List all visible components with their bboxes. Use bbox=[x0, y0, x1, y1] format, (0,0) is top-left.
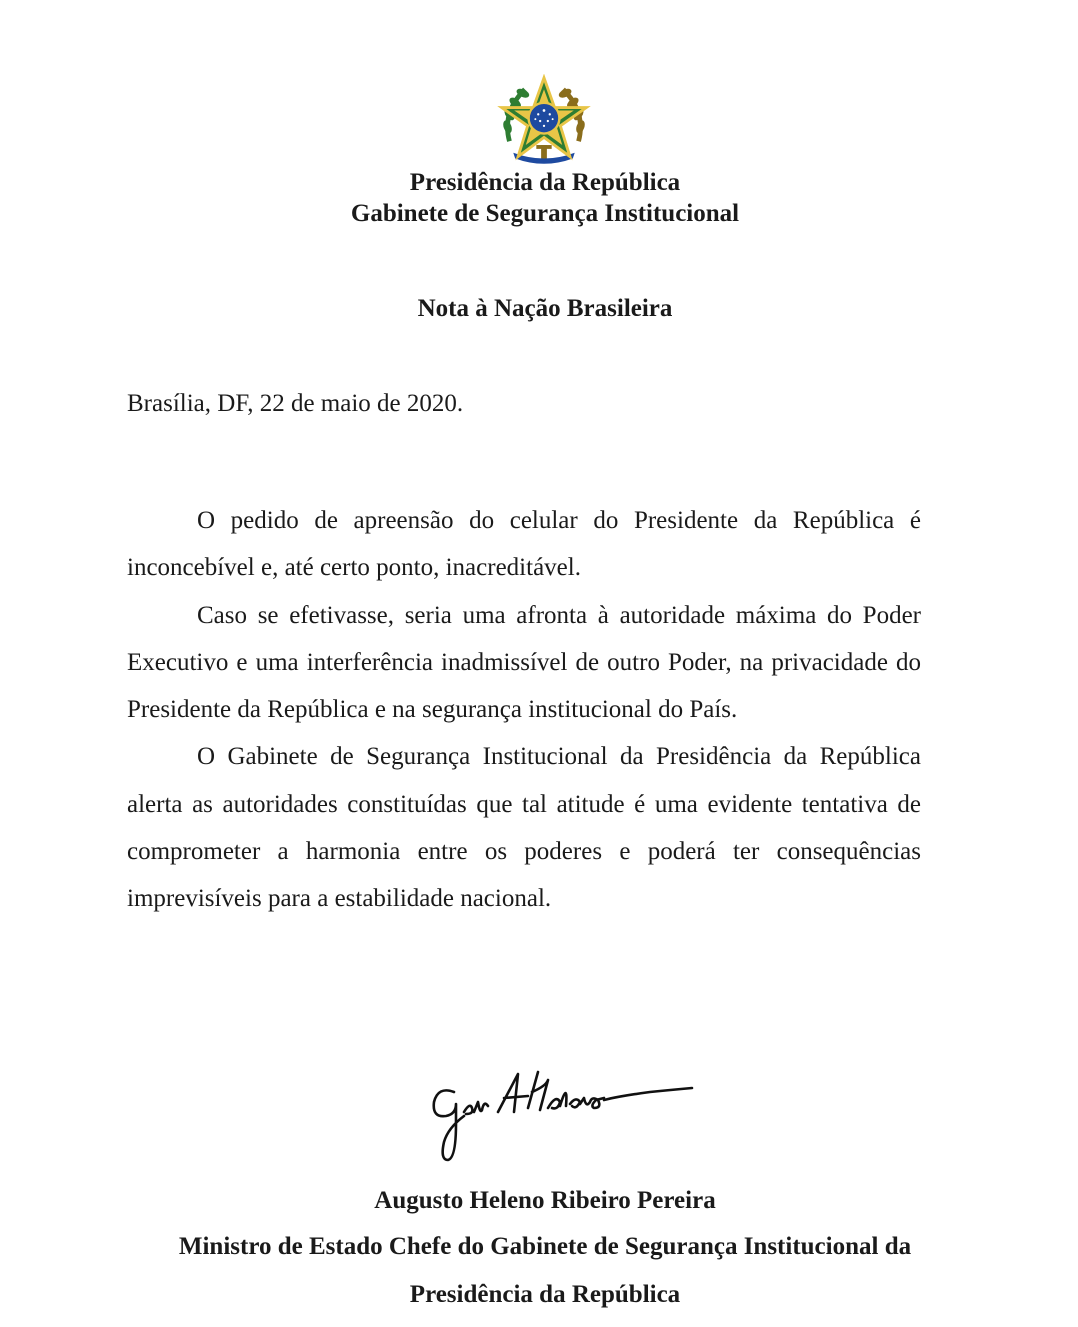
handwritten-signature bbox=[420, 1062, 700, 1172]
paragraph: O pedido de apreensão do celular do Presidente da República é inconcebível e, até certo ponto, inacreditável. bbox=[127, 507, 921, 582]
signer-title: Ministro de Estado Chefe do Gabinete de Segurança Institucional da bbox=[178, 1233, 912, 1260]
header-department: Gabinete de Segurança Institucional bbox=[350, 200, 740, 227]
note-title: Nota à Nação Brasileira bbox=[417, 295, 673, 322]
paragraph: O Gabinete de Segurança Institucional da Presidência da República alerta as autoridades constituídas que tal atitude é uma evidente tentativa de comprometer a harmonia entre os poderes e poderá ter consequências imprevisíveis para a estabilidade nacional. bbox=[127, 743, 921, 913]
signer-name: Augusto Heleno Ribeiro Pereira bbox=[374, 1187, 716, 1214]
paragraph: Caso se efetivasse, seria uma afronta à autoridade máxima do Poder Executivo e uma interferência inadmissível de outro Poder, na privacidade do Presidente da República e na segurança institucional do País. bbox=[127, 601, 921, 724]
note-body bbox=[127, 497, 921, 923]
brazil-coat-of-arms-icon bbox=[496, 74, 592, 170]
dateline: Brasília, DF, 22 de maio de 2020. bbox=[127, 390, 464, 417]
header-organization: Presidência da República bbox=[409, 169, 681, 196]
signer-title-continued: Presidência da República bbox=[409, 1281, 681, 1308]
